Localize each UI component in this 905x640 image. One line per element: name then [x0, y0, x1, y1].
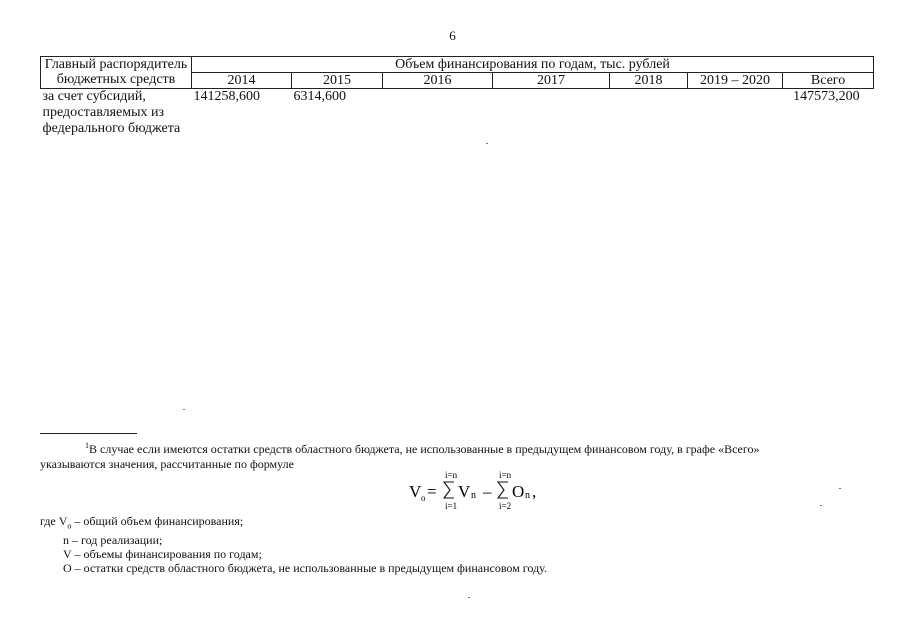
row-label: за счет субсидий, предоставляемых из федерального бюджета	[42, 89, 181, 136]
scan-speck	[839, 488, 841, 489]
header-main-distributor: Главный распорядитель бюджетных средств	[41, 57, 192, 89]
header-year: 2017	[493, 73, 610, 89]
footnote-marker: 1	[85, 441, 89, 450]
formula-term1: V	[458, 482, 471, 501]
financing-table	[40, 56, 874, 137]
formula-graphic	[407, 470, 567, 514]
formula-term2: O	[512, 482, 525, 501]
footnote-text-1: В случае если имеются остатки средств областного бюджета, не использованные в предыдущем финансовом году, в графе «Всего»	[89, 442, 760, 456]
scan-speck	[820, 505, 822, 506]
header-year: 2018	[610, 73, 688, 89]
formula-lhs-sub: o	[421, 493, 426, 503]
formula-term2-sub: n	[525, 490, 530, 501]
scan-speck	[486, 143, 488, 144]
scan-speck	[468, 597, 470, 598]
header-financing-group: Объем финансирования по годам, тыс. рублей	[192, 57, 874, 73]
header-year: 2019 – 2020	[688, 73, 783, 89]
formula-sum2-upper: i=n	[499, 470, 512, 480]
header-year: 2016	[383, 73, 493, 89]
scan-speck	[183, 409, 185, 410]
cell-value	[493, 89, 610, 138]
cell-value	[688, 89, 783, 138]
header-year: 2014	[192, 73, 292, 89]
table-row	[41, 89, 874, 138]
footnote-line-1	[40, 438, 860, 457]
cell-value	[383, 89, 493, 138]
header-year: 2015	[292, 73, 383, 89]
formula	[407, 470, 567, 514]
formula-equals: =	[427, 482, 437, 501]
cell-value	[610, 89, 688, 138]
legend-vo-prefix: где V	[40, 514, 68, 528]
footnote-line-2: указываются значения, рассчитанные по формуле	[40, 457, 294, 471]
legend-line-o: О – остатки средств областного бюджета, не использованные в предыдущем финансовом году.	[63, 561, 547, 576]
formula-minus: –	[483, 482, 492, 501]
cell-total: 147573,200	[793, 89, 860, 104]
footnote-divider	[40, 433, 137, 434]
formula-sum2-lower: i=2	[499, 501, 512, 511]
sigma-icon	[498, 482, 508, 498]
cell-value: 6314,600	[293, 89, 346, 104]
legend-vo-text: – общий объем финансирования;	[71, 514, 244, 528]
page-number: 6	[449, 28, 456, 43]
legend-vo-sub: o	[67, 521, 72, 531]
sigma-icon	[444, 482, 454, 498]
formula-sum1-upper: i=n	[445, 470, 458, 480]
footnote	[40, 438, 860, 472]
formula-trailing-comma: ,	[532, 482, 537, 501]
cell-value: 141258,600	[193, 89, 260, 104]
formula-sum1-lower: i=1	[445, 501, 458, 511]
legend-line-vo	[40, 514, 860, 533]
table-header-row-1	[41, 57, 874, 73]
formula-term1-sub: n	[471, 490, 476, 501]
formula-lhs-var: V	[409, 482, 422, 501]
formula-legend	[40, 514, 860, 575]
legend-line-n: n – год реализации;	[63, 533, 163, 548]
legend-line-v: V – объемы финансирования по годам;	[63, 547, 262, 562]
header-total: Всего	[783, 73, 874, 89]
